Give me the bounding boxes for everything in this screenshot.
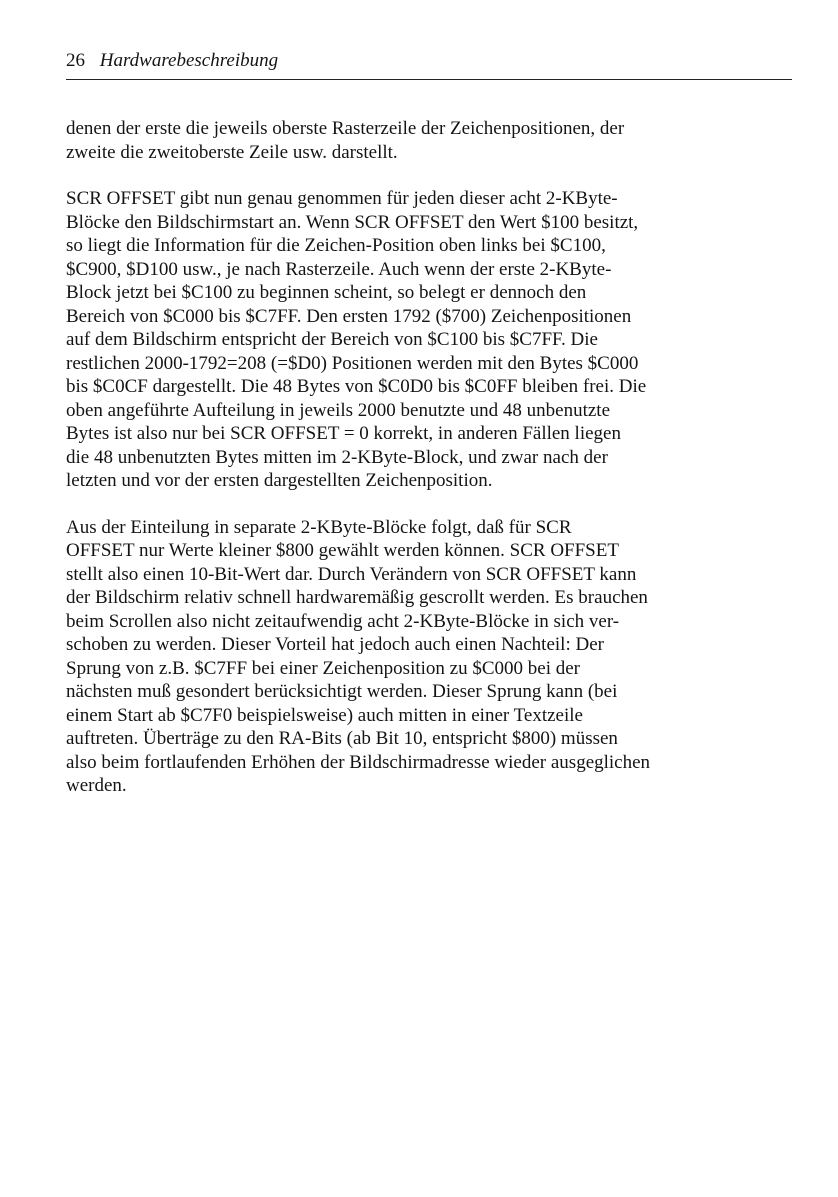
paragraph-3: Aus der Einteilung in separate 2-KByte-Blöcke folgt, daß für SCR OFFSET nur Werte kleiner $800 gewählt werden können. SCR OFFSET stellt also einen 10-Bit-Wert dar. Durch Verändern von SCR OFFSET kann der Bildschirm relativ schnell hardwaremäßig gescrollt werden. Es brauchen beim Scrollen also nicht zeitaufwendig acht 2-KByte-Blöcke in sich ver- schoben zu werden. Dieser Vorteil hat jedoch auch einen Nachteil: Der Sprung von z.B. $C7FF bei einer Zeichenposition zu $C000 bei der nächsten muß gesondert berücksichtigt werden. Dieser Sprung kann (bei einem Start ab $C7F0 beispielsweise) auch mitten in einer Textzeile auftreten. Überträge zu den RA-Bits (ab Bit 10, entspricht $800) müssen also beim fortlaufenden Erhöhen der Bildschirmadresse wieder ausgeglichen werden.	[66, 516, 651, 796]
paragraph-1: denen der erste die jeweils oberste Rasterzeile der Zeichenpositionen, der zweite die zweitoberste Zeile usw. darstellt.	[66, 118, 625, 163]
paragraph-2: SCR OFFSET gibt nun genau genommen für jeden dieser acht 2-KByte- Blöcke den Bildschirmstart an. Wenn SCR OFFSET den Wert $100 besitzt, so liegt die Information für die Zeichen-Position oben links bei $C100, $C900, $D100 usw., je nach Rasterzeile. Auch wenn der erste 2-KByte- Block jetzt bei $C100 zu beginnen scheint, so belegt er dennoch den Bereich von $C000 bis $C7FF. Den ersten 1792 ($700) Zeichenpositionen auf dem Bildschirm entspricht der Bereich von $C100 bis $C7FF. Die restlichen 2000-1792=208 (=$D0) Positionen werden mit den Bytes $C000 bis $C0CF dargestellt. Die 48 Bytes von $C0D0 bis $C0FF bleiben frei. Die oben angeführte Aufteilung in jeweils 2000 benutzte und 48 unbenutzte Bytes ist also nur bei SCR OFFSET = 0 korrekt, in anderen Fällen liegen die 48 unbenutzten Bytes mitten im 2-KByte-Block, und zwar nach der letzten und vor der ersten dargestellten Zeichenposition.	[66, 188, 647, 491]
page-header	[66, 49, 792, 80]
page-number: 26	[66, 50, 85, 71]
running-title: Hardwarebeschreibung	[99, 50, 279, 71]
body-text	[66, 117, 792, 821]
